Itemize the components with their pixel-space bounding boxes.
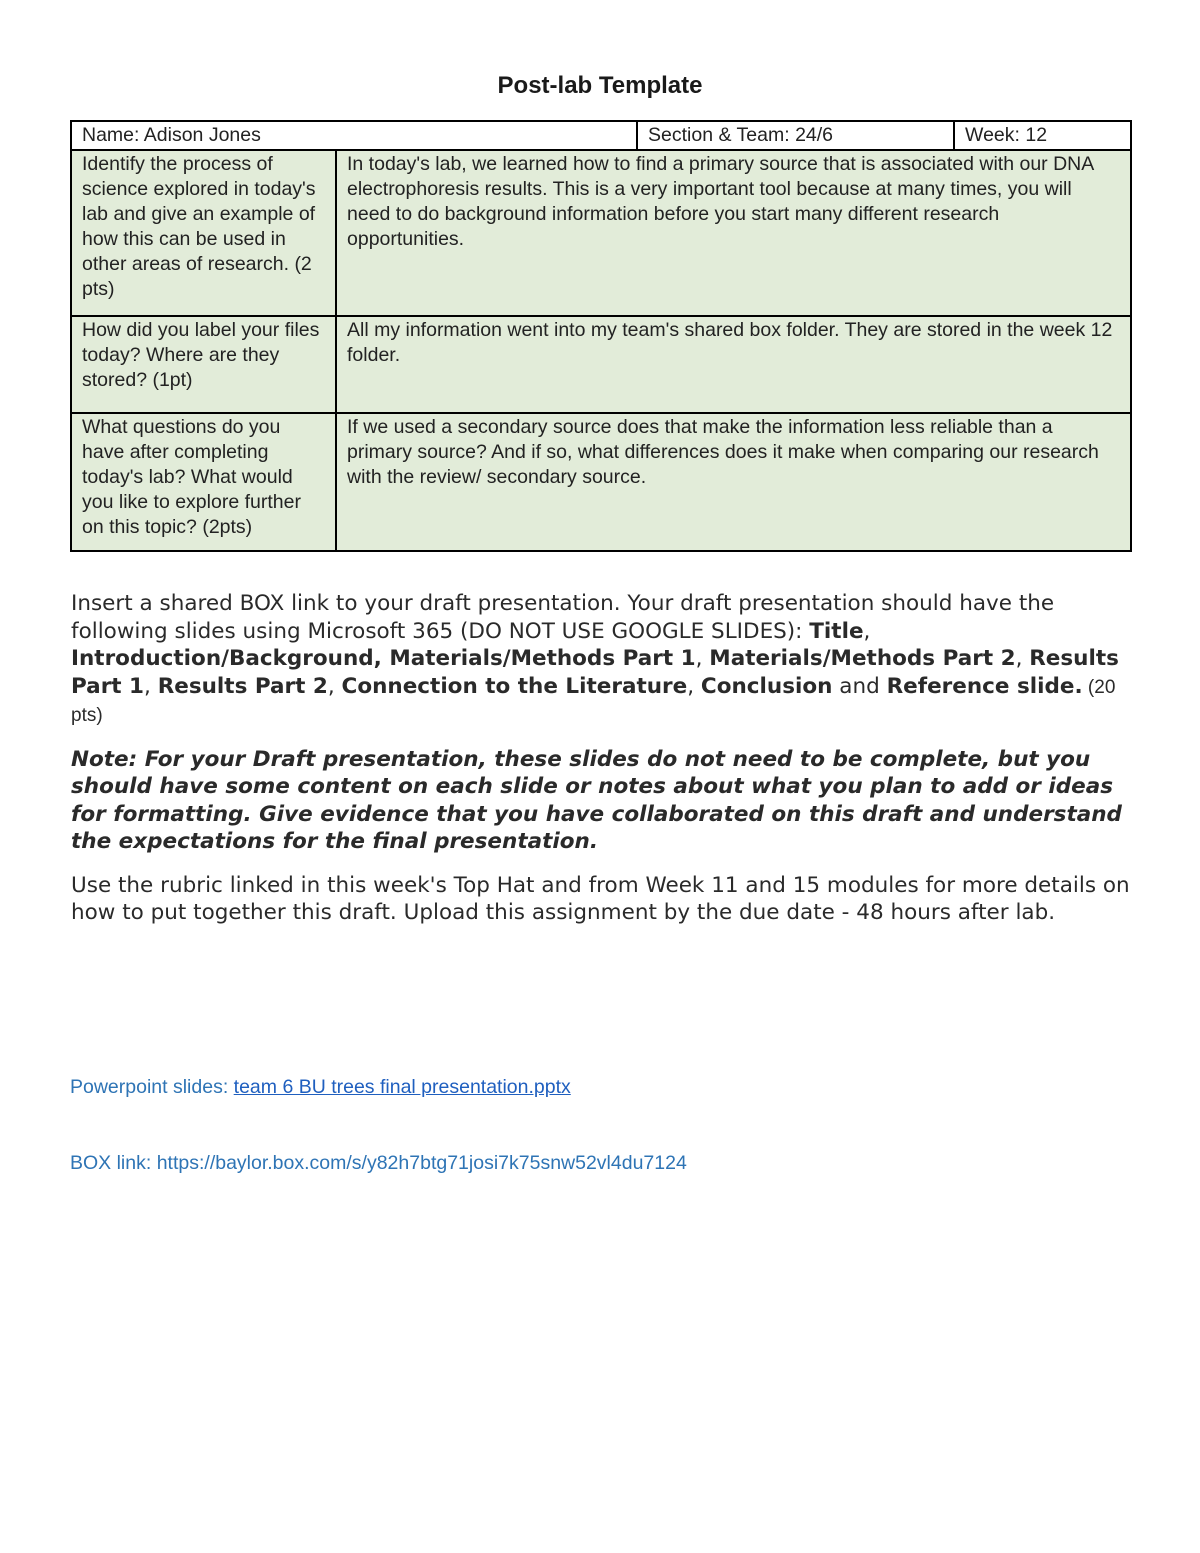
powerpoint-line: [70, 1076, 571, 1099]
question-cell: How did you label your files today? Where are they stored? (1pt): [71, 316, 336, 413]
separator: ,: [327, 673, 342, 699]
slides-requirement-paragraph: [71, 590, 1131, 730]
separator: ,: [687, 673, 701, 699]
slide-methods2-label: Materials/Methods Part 2: [709, 646, 1016, 671]
separator: ,: [695, 646, 710, 671]
question-cell: Identify the process of science explored in today's lab and give an example of how this can be used in other areas of research. (2 pts): [71, 150, 336, 316]
answer-cell: All my information went into my team's shared box folder. They are stored in the week 12 folder.: [336, 316, 1131, 413]
powerpoint-label: Powerpoint slides:: [70, 1076, 234, 1098]
table-row: [71, 150, 1131, 316]
week-cell: Week: 12: [954, 121, 1131, 150]
question-cell: What questions do you have after completing today's lab? What would you like to explore further on this topic? (2pts): [71, 413, 336, 551]
box-link-label: BOX link:: [70, 1152, 157, 1174]
section-team-cell: Section & Team: 24/6: [637, 121, 954, 150]
separator: ,: [1015, 646, 1030, 671]
slide-results2-label: Results Part 2: [157, 673, 328, 699]
slide-conclusion-label: Conclusion: [700, 673, 833, 699]
slide-results1-label: Results Part 1: [71, 646, 1119, 699]
box-link-line: [70, 1152, 687, 1175]
answer-cell: In today's lab, we learned how to find a primary source that is associated with our DNA electrophoresis results. This is a very important tool because at many times, you will need to do background information before you start many different research opportunities.: [336, 150, 1131, 316]
box-link-url[interactable]: https://baylor.box.com/s/y82h7btg71josi7k75snw52vl4du7124: [156, 1152, 687, 1174]
table-row: [71, 413, 1131, 551]
and-word: and: [832, 673, 887, 699]
slide-reference-label: Reference slide.: [886, 673, 1083, 699]
powerpoint-link[interactable]: team 6 BU trees final presentation.pptx: [233, 1076, 571, 1098]
table-row: [71, 316, 1131, 413]
answer-cell: If we used a secondary source does that make the information less reliable than a primary source? And if so, what differences does it make when comparing our research with the review/ secondary source.: [336, 413, 1131, 551]
slide-title-label: Title: [809, 618, 864, 644]
page-title: Post-lab Template: [497, 72, 703, 99]
slide-intro-label: Introduction/Background, Materials/Methods Part 1: [71, 646, 696, 671]
points-label: (20 pts): [71, 676, 1116, 726]
post-lab-table: [70, 120, 1132, 552]
draft-note-paragraph: Note: For your Draft presentation, these slides do not need to be complete, but you should have some content on each slide or notes about what you plan to add or ideas for formatting. Give evidence that you have collaborated on this draft and understand the expectations for the final presentation.: [71, 746, 1122, 854]
separator: ,: [863, 618, 871, 644]
separator: ,: [144, 673, 158, 699]
name-cell: Name: Adison Jones: [71, 121, 637, 150]
instructions-section: [71, 590, 1131, 943]
intro-text: Insert a shared BOX link to your draft presentation. Your draft presentation should have the following slides using Microsoft 365 (DO NOT USE GOOGLE SLIDES):: [71, 591, 1055, 644]
table-header-row: [71, 121, 1131, 150]
slide-connection-label: Connection to the Literature: [341, 673, 688, 699]
rubric-paragraph: Use the rubric linked in this week's Top Hat and from Week 11 and 15 modules for more details on how to put together this draft. Upload this assignment by the due date - 48 hours after lab.: [71, 872, 1130, 925]
